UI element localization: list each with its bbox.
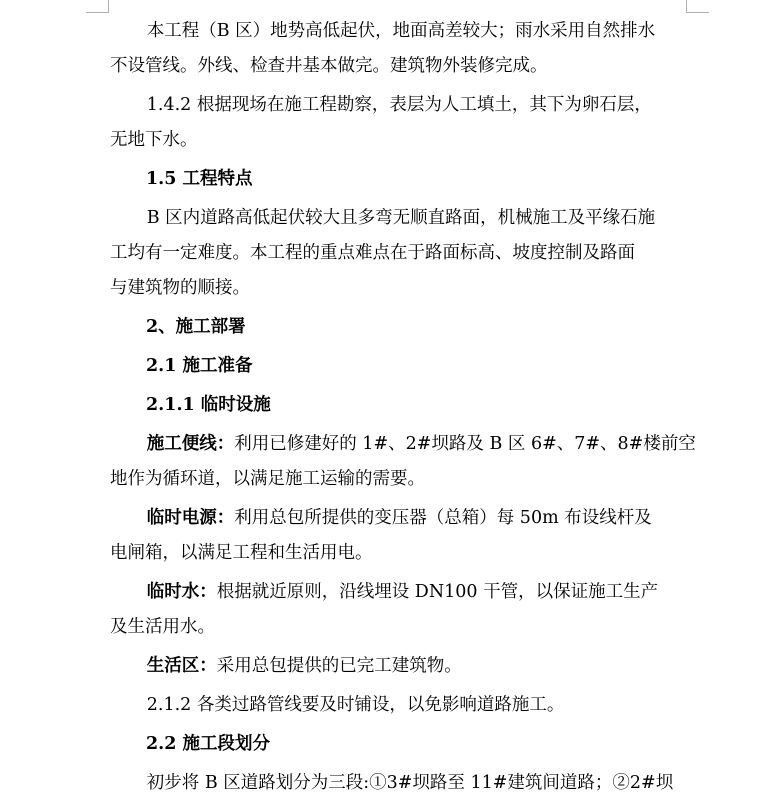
paragraph-line [110, 649, 690, 684]
body-paragraph [110, 88, 690, 158]
page-corner-mark-left [86, 0, 109, 13]
paragraph-label: 临时电源： [146, 508, 235, 528]
paragraph-line [110, 427, 696, 462]
page-corner-mark-right [686, 0, 709, 13]
paragraph-text: 根据就近原则，沿线埋设 DN100 干管，以保证施工生产 [216, 582, 659, 602]
paragraph-label: 施工便线： [146, 434, 235, 454]
labeled-paragraph [110, 649, 690, 684]
paragraph-line: 1.4.2 根据现场在施工程勘察，表层为人工填土，其下为卵石层， [146, 95, 652, 115]
paragraph-line: 不设管线。外线、检查井基本做完。建筑物外装修完成。 [110, 56, 548, 76]
paragraph-line: 工均有一定难度。本工程的重点难点在于路面标高、坡度控制及路面 [110, 243, 635, 263]
section-heading: 1.5 工程特点 [146, 169, 253, 189]
labeled-paragraph [110, 501, 690, 571]
paragraph-label: 生活区： [146, 656, 217, 676]
labeled-paragraph [110, 427, 696, 497]
paragraph-line: 本工程（B 区）地势高低起伏，地面高差较大；雨水采用自然排水 [146, 21, 656, 41]
section-heading: 2.1 施工准备 [146, 356, 253, 376]
paragraph-line [110, 501, 690, 536]
paragraph-label: 临时水： [146, 582, 217, 602]
paragraph-spacer [110, 801, 690, 805]
body-paragraph [110, 688, 690, 723]
body-paragraph [110, 201, 690, 306]
section-heading: 2.1.1 临时设施 [146, 395, 271, 415]
paragraph-line: 及生活用水。 [110, 617, 215, 637]
body-paragraph [110, 14, 690, 84]
section-heading: 2、施工部署 [146, 317, 246, 337]
paragraph-line [110, 575, 690, 610]
paragraph-text: 采用总包提供的已完工建筑物。 [216, 656, 462, 676]
document-body [110, 14, 696, 805]
paragraph-line: B 区内道路高低起伏较大且多弯无顺直路面，机械施工及平缘石施 [146, 208, 656, 228]
paragraph-line: 无地下水。 [110, 130, 198, 150]
paragraph-text: 利用总包所提供的变压器（总箱）每 50m 布设线杆及 [234, 508, 652, 528]
paragraph-line: 地作为循环道，以满足施工运输的需要。 [110, 469, 425, 489]
section-heading: 2.2 施工段划分 [146, 734, 271, 754]
paragraph-line: 与建筑物的顺接。 [110, 278, 250, 298]
paragraph-line: 电闸箱，以满足工程和生活用电。 [110, 543, 373, 563]
labeled-paragraph [110, 575, 690, 645]
paragraph-text: 利用已修建好的 1#、2#坝路及 B 区 6#、7#、8#楼前空 [234, 434, 696, 454]
paragraph-line: 2.1.2 各类过路管线要及时铺设，以免影响道路施工。 [146, 695, 565, 715]
paragraph-line: 初步将 B 区道路划分为三段:①3#坝路至 11#建筑间道路；②2#坝 [146, 773, 674, 793]
